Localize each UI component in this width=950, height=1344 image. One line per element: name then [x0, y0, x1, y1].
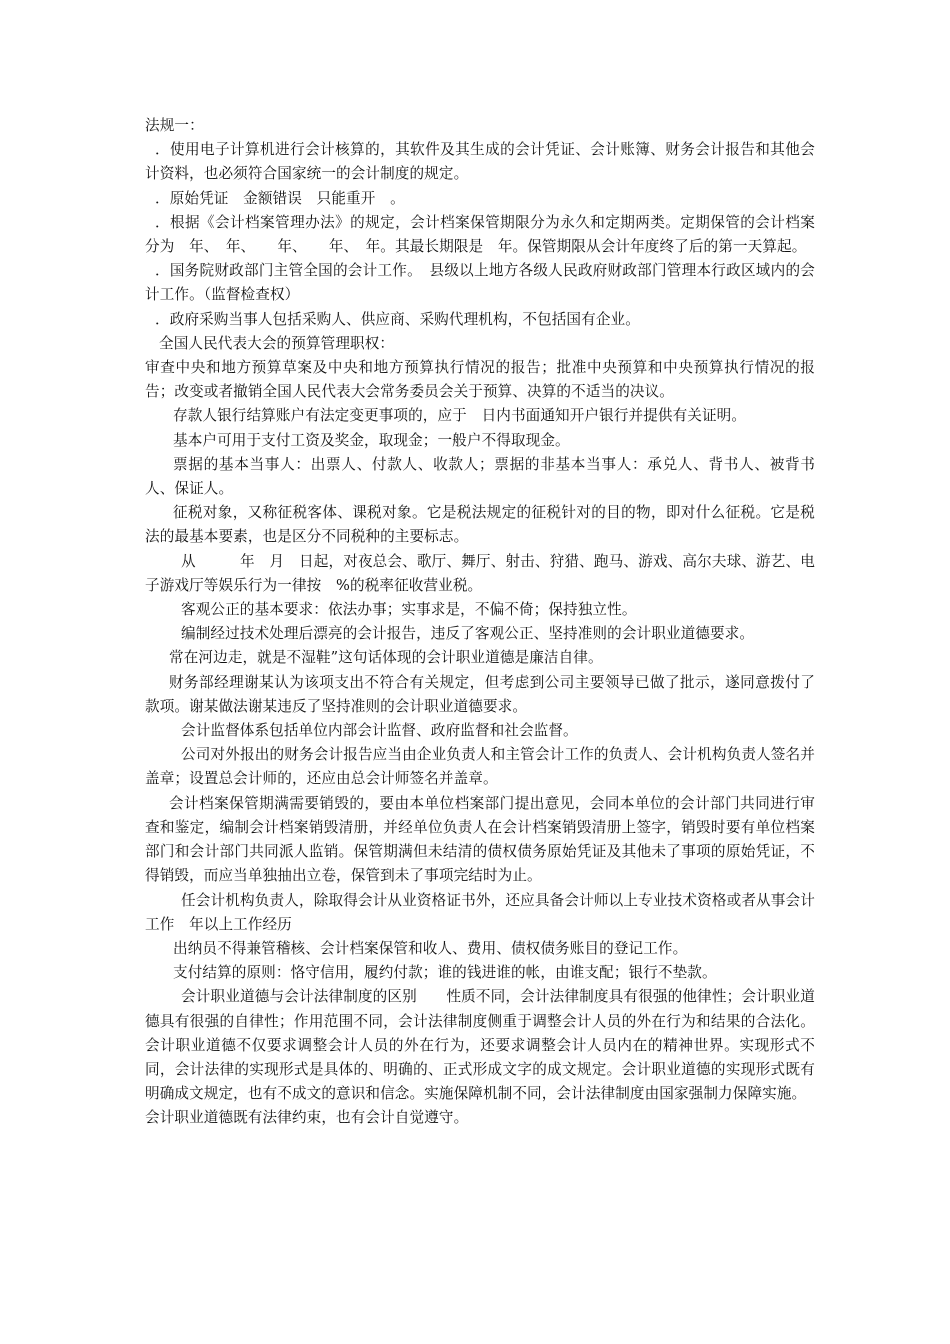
- paragraph-government-procurement: ．政府采购当事人包括采购人、供应商、采购代理机构，不包括国有企业。: [155, 310, 640, 328]
- document-body: [145, 114, 815, 1131]
- paragraph-finance-department: ．国务院财政部门主管全国的会计工作。 县级以上地方各级人民政府财政部门管理本行政区域内的会计工作。（监督检查权）: [145, 262, 815, 304]
- paragraph-settlement-principles: 支付结算的原则：恪守信用，履约付款；谁的钱进谁的帐，由谁支配；银行不垫款。: [173, 964, 717, 982]
- paragraph-computer-accounting: ．使用电子计算机进行会计核算的，其软件及其生成的会计凭证、会计账簿、财务会计报告和其他会计资料，也必须符合国家统一的会计制度的规定。: [145, 141, 815, 183]
- paragraph-entertainment-tax: 从 年 月 日起，对夜总会、歌厅、舞厅、射击、狩猎、跑马、游戏、高尔夫球、游艺、电子游戏厅等娱乐行为一律按 %的税率征收营业税。: [145, 552, 815, 594]
- paragraph-npc-budget-heading: 全国人民代表大会的预算管理职权：: [159, 334, 395, 352]
- paragraph-technical-report: 编制经过技术处理后漂亮的会计报告，违反了客观公正、坚持准则的会计职业道德要求。: [181, 625, 755, 643]
- paragraph-cashier: 出纳员不得兼管稽核、会计档案保管和收人、费用、债权债务账目的登记工作。: [173, 939, 688, 957]
- paragraph-report-signature: 公司对外报出的财务会计报告应当由企业负责人和主管会计工作的负责人、会计机构负责人签名并盖章；设置总会计师的，还应由总会计师签名并盖章。: [145, 746, 815, 788]
- paragraph-department-head: 任会计机构负责人，除取得会计从业资格证书外，还应具备会计师以上专业技术资格或者从事会计工作 年以上工作经历: [145, 891, 815, 933]
- paragraph-archive-retention: ．根据《会计档案管理办法》的规定，会计档案保管期限分为永久和定期两类。定期保管的会计档案分为 年、 年、 年、 年、 年。其最长期限是 年。保管期限从会计年度终了后的第一天算起。: [145, 213, 815, 256]
- paragraph-ethics-vs-law: 会计职业道德与会计法律制度的区别 性质不同，会计法律制度具有很强的他律性；会计职业道德具有很强的自律性；作用范围不同，会计法律制度侧重于调整会计人员的外在行为和结果的合法化。会计职业道德不仅要求调整会计人员的外在行为，还要求调整会计人员内在的精神世界。实现形式不同，会计法律的实现形式是具体的、明确的、正式形成文字的成文规定。会计职业道德的实现形式既有明确成文规定，也有不成文的意识和信念。实施保障机制不同，会计法律制度由国家强制力保障实施。: [145, 988, 815, 1103]
- paragraph-ethics-conclusion: 会计职业道德既有法律约束，也有会计自觉遵守。: [145, 1109, 469, 1127]
- paragraph-basic-account: 基本户可用于支付工资及奖金，取现金；一般户不得取现金。: [173, 431, 570, 449]
- paragraph-objective-fair: 客观公正的基本要求：依法办事；实事求是，不偏不倚；保持独立性。: [181, 601, 637, 619]
- paragraph-supervision-system: 会计监督体系包括单位内部会计监督、政府监督和社会监督。: [181, 722, 578, 740]
- document-heading: 法规一：: [145, 117, 204, 134]
- paragraph-archive-destruction: 会计档案保管期满需要销毁的，要由本单位档案部门提出意见，会同本单位的会计部门共同进行审查和鉴定，编制会计档案销毁清册，并经单位负责人在会计档案销毁清册上签字，销毁时要有单位档案部门和会计部门共同派人监销。保管期满但未结清的债权债务原始凭证及其他未了事项的原始凭证，不得销毁，而应当单独抽出立卷，保管到未了事项完结时为止。: [145, 794, 815, 885]
- paragraph-npc-budget-duties: 审查中央和地方预算草案及中央和地方预算执行情况的报告；批准中央预算和中央预算执行情况的报告；改变或者撤销全国人民代表大会常务委员会关于预算、决算的不适当的决议。: [145, 359, 815, 401]
- paragraph-bill-parties: 票据的基本当事人：出票人、付款人、收款人；票据的非基本当事人：承兑人、背书人、被背书人、保证人。: [145, 455, 815, 498]
- paragraph-manager-xie: 财务部经理谢某认为该项支出不符合有关规定，但考虑到公司主要领导已做了批示，遂同意拨付了款项。谢某做法谢某违反了坚持准则的会计职业道德要求。: [145, 673, 815, 715]
- paragraph-integrity-saying: 常在河边走，就是不湿鞋”这句话体现的会计职业道德是廉洁自律。: [169, 649, 603, 667]
- paragraph-bank-account-change: 存款人银行结算账户有法定变更事项的，应于 日内书面通知开户银行并提供有关证明。: [173, 407, 747, 425]
- paragraph-original-voucher: ．原始凭证 金额错误 只能重开 。: [155, 189, 405, 207]
- paragraph-tax-object: 征税对象，又称征税客体、课税对象。它是税法规定的征税针对的目的物，即对什么征税。它是税法的最基本要素，也是区分不同税种的主要标志。: [145, 504, 815, 546]
